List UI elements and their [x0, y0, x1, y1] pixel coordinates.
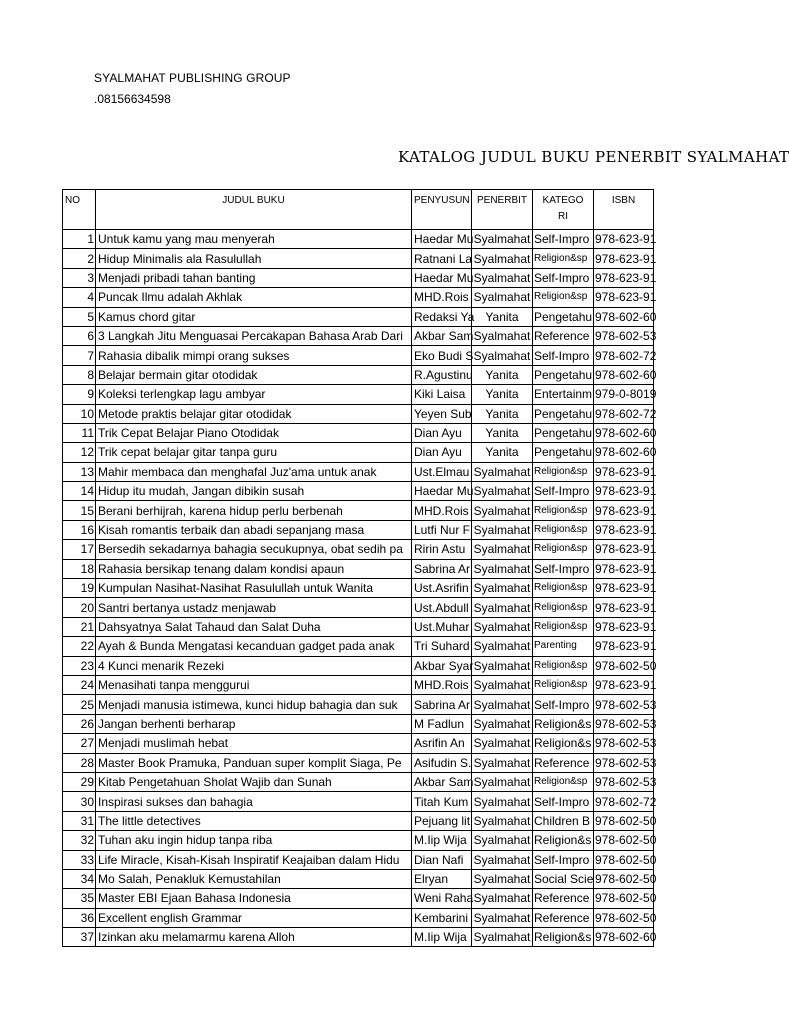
column-header-penyusun: PENYUSUN: [412, 190, 472, 230]
cell-isbn: 978-623-91: [594, 288, 654, 307]
table-row: [63, 889, 654, 908]
cell-penerbit: Syalmahat: [472, 617, 533, 636]
cell-penyusun: MHD.Rois: [412, 288, 472, 307]
cell-kategori: Self-Impro: [533, 482, 594, 501]
cell-penyusun: Akbar Sam: [412, 772, 472, 791]
cell-kategori: Pengetahu: [533, 365, 594, 384]
cell-isbn: 978-602-50: [594, 656, 654, 675]
cell-kategori: Children B: [533, 811, 594, 830]
cell-isbn: 978-623-91: [594, 249, 654, 268]
cell-no: 5: [63, 307, 96, 326]
cell-isbn: 978-602-53: [594, 714, 654, 733]
cell-penerbit: Yanita: [472, 307, 533, 326]
table-row: [63, 617, 654, 636]
cell-no: 7: [63, 346, 96, 365]
cell-judul: 3 Langkah Jitu Menguasai Percakapan Bahasa Arab Dari: [96, 326, 412, 345]
cell-penyusun: Ratnani La: [412, 249, 472, 268]
table-row: [63, 579, 654, 598]
cell-penyusun: Ririn Astu: [412, 540, 472, 559]
column-header-judul: JUDUL BUKU: [96, 190, 412, 230]
cell-isbn: 978-602-50: [594, 869, 654, 888]
cell-kategori: Religion&s: [533, 928, 594, 947]
cell-isbn: 978-602-53: [594, 734, 654, 753]
cell-judul: Koleksi terlengkap lagu ambyar: [96, 385, 412, 404]
cell-judul: Menjadi manusia istimewa, kunci hidup bahagia dan suk: [96, 695, 412, 714]
cell-kategori: Self-Impro: [533, 850, 594, 869]
cell-penyusun: Ust.Muhar: [412, 617, 472, 636]
cell-penerbit: Syalmahat: [472, 520, 533, 539]
cell-judul: Untuk kamu yang mau menyerah: [96, 230, 412, 249]
cell-isbn: 978-602-72: [594, 792, 654, 811]
cell-judul: Menasihati tanpa menggurui: [96, 675, 412, 694]
cell-no: 15: [63, 501, 96, 520]
cell-isbn: 978-623-91: [594, 559, 654, 578]
cell-no: 29: [63, 772, 96, 791]
cell-penerbit: Syalmahat: [472, 753, 533, 772]
cell-penyusun: Ust.Abdull: [412, 598, 472, 617]
cell-penerbit: Syalmahat: [472, 811, 533, 830]
catalog-title: KATALOG JUDUL BUKU PENERBIT SYALMAHAT: [398, 148, 789, 166]
cell-isbn: 978-623-91: [594, 540, 654, 559]
cell-penerbit: Yanita: [472, 423, 533, 442]
cell-judul: Hidup Minimalis ala Rasulullah: [96, 249, 412, 268]
cell-judul: Puncak Ilmu adalah Akhlak: [96, 288, 412, 307]
cell-kategori: Religion&sp: [533, 579, 594, 598]
cell-judul: Life Miracle, Kisah-Kisah Inspiratif Keajaiban dalam Hidu: [96, 850, 412, 869]
cell-kategori: Religion&sp: [533, 501, 594, 520]
cell-kategori: Self-Impro: [533, 346, 594, 365]
table-row: [63, 326, 654, 345]
cell-penyusun: Haedar Mu: [412, 268, 472, 287]
cell-isbn: 978-623-91: [594, 520, 654, 539]
table-row: [63, 869, 654, 888]
cell-penerbit: Syalmahat: [472, 850, 533, 869]
cell-penyusun: Haedar Mu: [412, 482, 472, 501]
cell-penerbit: Syalmahat: [472, 598, 533, 617]
cell-isbn: 978-602-60: [594, 443, 654, 462]
cell-isbn: 978-602-72: [594, 404, 654, 423]
cell-kategori: Religion&s: [533, 714, 594, 733]
cell-penerbit: Yanita: [472, 404, 533, 423]
cell-penerbit: Syalmahat: [472, 869, 533, 888]
cell-isbn: 978-623-91: [594, 598, 654, 617]
column-header-kategori-line2: RI: [558, 211, 568, 222]
cell-penyusun: Dian Ayu: [412, 423, 472, 442]
cell-isbn: 978-623-91: [594, 637, 654, 656]
cell-penyusun: Lutfi Nur F: [412, 520, 472, 539]
cell-no: 3: [63, 268, 96, 287]
cell-penyusun: Ust.Elmau: [412, 462, 472, 481]
cell-judul: Trik cepat belajar gitar tanpa guru: [96, 443, 412, 462]
cell-isbn: 978-602-50: [594, 831, 654, 850]
company-name: SYALMAHAT PUBLISHING GROUP: [94, 71, 291, 85]
column-header-kategori: [533, 190, 594, 230]
cell-kategori: Self-Impro: [533, 268, 594, 287]
cell-judul: Berani berhijrah, karena hidup perlu berbenah: [96, 501, 412, 520]
cell-penerbit: Syalmahat: [472, 734, 533, 753]
cell-isbn: 978-602-60: [594, 423, 654, 442]
table-row: [63, 443, 654, 462]
cell-isbn: 978-602-60: [594, 365, 654, 384]
cell-no: 24: [63, 675, 96, 694]
cell-penyusun: Dian Nafi: [412, 850, 472, 869]
cell-judul: Kisah romantis terbaik dan abadi sepanjang masa: [96, 520, 412, 539]
cell-no: 13: [63, 462, 96, 481]
table-row: [63, 404, 654, 423]
cell-no: 36: [63, 908, 96, 927]
cell-penyusun: Weni Raha: [412, 889, 472, 908]
cell-judul: Kitab Pengetahuan Sholat Wajib dan Sunah: [96, 772, 412, 791]
cell-penerbit: Syalmahat: [472, 579, 533, 598]
cell-judul: Santri bertanya ustadz menjawab: [96, 598, 412, 617]
cell-isbn: 978-602-50: [594, 889, 654, 908]
table-row: [63, 462, 654, 481]
table-row: [63, 753, 654, 772]
cell-kategori: Reference: [533, 908, 594, 927]
cell-penerbit: Syalmahat: [472, 714, 533, 733]
cell-penyusun: R.Agustinu: [412, 365, 472, 384]
cell-penyusun: Eko Budi S: [412, 346, 472, 365]
cell-penyusun: Sabrina Ar: [412, 695, 472, 714]
cell-penyusun: M.Iip Wija: [412, 831, 472, 850]
cell-penerbit: Syalmahat: [472, 268, 533, 287]
cell-kategori: Religion&sp: [533, 288, 594, 307]
cell-isbn: 978-623-91: [594, 482, 654, 501]
cell-no: 17: [63, 540, 96, 559]
cell-judul: Inspirasi sukses dan bahagia: [96, 792, 412, 811]
cell-penerbit: Syalmahat: [472, 559, 533, 578]
cell-kategori: Religion&s: [533, 734, 594, 753]
cell-penerbit: Syalmahat: [472, 501, 533, 520]
cell-isbn: 978-602-53: [594, 753, 654, 772]
cell-judul: Mo Salah, Penakluk Kemustahilan: [96, 869, 412, 888]
cell-kategori: Reference: [533, 326, 594, 345]
cell-judul: Menjadi pribadi tahan banting: [96, 268, 412, 287]
cell-kategori: Reference: [533, 753, 594, 772]
cell-judul: Hidup itu mudah, Jangan dibikin susah: [96, 482, 412, 501]
cell-penyusun: Akbar Sam: [412, 326, 472, 345]
cell-kategori: Religion&sp: [533, 598, 594, 617]
table-row: [63, 811, 654, 830]
cell-no: 4: [63, 288, 96, 307]
cell-penerbit: Syalmahat: [472, 462, 533, 481]
cell-no: 21: [63, 617, 96, 636]
cell-judul: Bersedih sekadarnya bahagia secukupnya, obat sedih pa: [96, 540, 412, 559]
cell-penerbit: Yanita: [472, 385, 533, 404]
cell-penyusun: Tri Suhard: [412, 637, 472, 656]
cell-no: 1: [63, 230, 96, 249]
cell-isbn: 978-602-72: [594, 346, 654, 365]
cell-penerbit: Syalmahat: [472, 675, 533, 694]
cell-no: 28: [63, 753, 96, 772]
cell-judul: Kamus chord gitar: [96, 307, 412, 326]
cell-no: 8: [63, 365, 96, 384]
cell-judul: Menjadi muslimah hebat: [96, 734, 412, 753]
phone-number: .08156634598: [94, 92, 171, 106]
cell-penyusun: Pejuang lit: [412, 811, 472, 830]
table-row: [63, 850, 654, 869]
cell-judul: Rahasia bersikap tenang dalam kondisi apaun: [96, 559, 412, 578]
column-header-isbn: ISBN: [594, 190, 654, 230]
table-row: [63, 598, 654, 617]
cell-penerbit: Yanita: [472, 443, 533, 462]
cell-isbn: 978-602-53: [594, 695, 654, 714]
cell-isbn: 979-0-8019: [594, 385, 654, 404]
table-row: [63, 831, 654, 850]
table-row: [63, 675, 654, 694]
cell-no: 11: [63, 423, 96, 442]
table-row: [63, 423, 654, 442]
cell-no: 37: [63, 928, 96, 947]
table-row: [63, 908, 654, 927]
cell-kategori: Religion&sp: [533, 520, 594, 539]
cell-penyusun: Asifudin S.: [412, 753, 472, 772]
cell-kategori: Self-Impro: [533, 559, 594, 578]
cell-isbn: 978-602-60: [594, 307, 654, 326]
cell-isbn: 978-602-53: [594, 326, 654, 345]
cell-no: 6: [63, 326, 96, 345]
cell-penyusun: MHD.Rois: [412, 501, 472, 520]
cell-penyusun: Kembarini: [412, 908, 472, 927]
cell-judul: Kumpulan Nasihat-Nasihat Rasulullah untuk Wanita: [96, 579, 412, 598]
table-row: [63, 695, 654, 714]
cell-isbn: 978-602-60: [594, 928, 654, 947]
cell-penyusun: Titah Kum: [412, 792, 472, 811]
cell-isbn: 978-623-91: [594, 579, 654, 598]
cell-no: 18: [63, 559, 96, 578]
cell-penyusun: M Fadlun: [412, 714, 472, 733]
cell-no: 19: [63, 579, 96, 598]
cell-judul: Excellent english Grammar: [96, 908, 412, 927]
cell-penyusun: M.Iip Wija: [412, 928, 472, 947]
cell-no: 25: [63, 695, 96, 714]
cell-penerbit: Syalmahat: [472, 928, 533, 947]
cell-penerbit: Syalmahat: [472, 249, 533, 268]
table-row: [63, 249, 654, 268]
cell-no: 26: [63, 714, 96, 733]
table-row: [63, 268, 654, 287]
cell-isbn: 978-623-91: [594, 501, 654, 520]
cell-isbn: 978-623-91: [594, 675, 654, 694]
cell-judul: Izinkan aku melamarmu karena Alloh: [96, 928, 412, 947]
cell-penerbit: Syalmahat: [472, 637, 533, 656]
cell-no: 12: [63, 443, 96, 462]
cell-penerbit: Syalmahat: [472, 908, 533, 927]
cell-penyusun: Kiki Laisa: [412, 385, 472, 404]
cell-kategori: Religion&s: [533, 831, 594, 850]
catalog-table: [62, 189, 657, 947]
table-row: [63, 288, 654, 307]
cell-penerbit: Syalmahat: [472, 831, 533, 850]
table-header-row: [63, 190, 654, 230]
cell-penyusun: MHD.Rois: [412, 675, 472, 694]
cell-penyusun: Akbar Syar: [412, 656, 472, 675]
cell-kategori: Pengetahu: [533, 423, 594, 442]
column-header-penerbit: PENERBIT: [472, 190, 533, 230]
cell-judul: 4 Kunci menarik Rezeki: [96, 656, 412, 675]
table-row: [63, 307, 654, 326]
table-row: [63, 637, 654, 656]
cell-no: 14: [63, 482, 96, 501]
column-header-no: NO: [63, 190, 96, 230]
table-row: [63, 734, 654, 753]
cell-isbn: 978-602-50: [594, 811, 654, 830]
table-row: [63, 928, 654, 947]
cell-kategori: Pengetahu: [533, 404, 594, 423]
cell-penerbit: Syalmahat: [472, 540, 533, 559]
cell-kategori: Self-Impro: [533, 230, 594, 249]
cell-no: 32: [63, 831, 96, 850]
cell-penyusun: Haedar Mu: [412, 230, 472, 249]
cell-kategori: Religion&sp: [533, 617, 594, 636]
cell-kategori: Self-Impro: [533, 695, 594, 714]
cell-no: 20: [63, 598, 96, 617]
cell-penerbit: Syalmahat: [472, 346, 533, 365]
cell-isbn: 978-623-91: [594, 617, 654, 636]
cell-kategori: Religion&sp: [533, 249, 594, 268]
cell-isbn: 978-602-50: [594, 908, 654, 927]
cell-kategori: Parenting: [533, 637, 594, 656]
cell-penerbit: Syalmahat: [472, 230, 533, 249]
cell-no: 33: [63, 850, 96, 869]
cell-penerbit: Syalmahat: [472, 288, 533, 307]
cell-kategori: Pengetahu: [533, 443, 594, 462]
table-row: [63, 501, 654, 520]
cell-kategori: Self-Impro: [533, 792, 594, 811]
cell-no: 31: [63, 811, 96, 830]
cell-isbn: 978-623-91: [594, 230, 654, 249]
table-row: [63, 540, 654, 559]
cell-penyusun: Redaksi Ya: [412, 307, 472, 326]
cell-penerbit: Yanita: [472, 365, 533, 384]
cell-isbn: 978-623-91: [594, 462, 654, 481]
cell-kategori: Reference: [533, 889, 594, 908]
cell-penyusun: Elryan: [412, 869, 472, 888]
cell-judul: Jangan berhenti berharap: [96, 714, 412, 733]
cell-judul: Master Book Pramuka, Panduan super komplit Siaga, Pe: [96, 753, 412, 772]
cell-penerbit: Syalmahat: [472, 326, 533, 345]
cell-penerbit: Syalmahat: [472, 792, 533, 811]
table-row: [63, 385, 654, 404]
table-row: [63, 365, 654, 384]
cell-judul: Dahsyatnya Salat Tahaud dan Salat Duha: [96, 617, 412, 636]
cell-kategori: Religion&sp: [533, 772, 594, 791]
cell-no: 35: [63, 889, 96, 908]
cell-judul: The little detectives: [96, 811, 412, 830]
cell-kategori: Religion&sp: [533, 540, 594, 559]
table-row: [63, 346, 654, 365]
table-body: [63, 230, 657, 947]
cell-no: 27: [63, 734, 96, 753]
cell-no: 16: [63, 520, 96, 539]
cell-no: 22: [63, 637, 96, 656]
table-row: [63, 520, 654, 539]
cell-no: 34: [63, 869, 96, 888]
cell-no: 9: [63, 385, 96, 404]
table-row: [63, 714, 654, 733]
cell-no: 2: [63, 249, 96, 268]
cell-penerbit: Syalmahat: [472, 889, 533, 908]
cell-judul: Trik Cepat Belajar Piano Otodidak: [96, 423, 412, 442]
cell-penyusun: Asrifin An: [412, 734, 472, 753]
column-header-kategori-line1: KATEGO: [542, 195, 584, 206]
cell-judul: Metode praktis belajar gitar otodidak: [96, 404, 412, 423]
cell-judul: Rahasia dibalik mimpi orang sukses: [96, 346, 412, 365]
cell-kategori: Social Scie: [533, 869, 594, 888]
cell-penerbit: Syalmahat: [472, 695, 533, 714]
table-row: [63, 230, 654, 249]
cell-kategori: Entertainm: [533, 385, 594, 404]
cell-kategori: Pengetahu: [533, 307, 594, 326]
cell-penerbit: Syalmahat: [472, 482, 533, 501]
cell-judul: Master EBI Ejaan Bahasa Indonesia: [96, 889, 412, 908]
cell-isbn: 978-602-53: [594, 772, 654, 791]
cell-judul: Ayah & Bunda Mengatasi kecanduan gadget pada anak: [96, 637, 412, 656]
cell-no: 23: [63, 656, 96, 675]
table-row: [63, 559, 654, 578]
catalog-table-container: [62, 189, 657, 947]
cell-penerbit: Syalmahat: [472, 772, 533, 791]
cell-kategori: Religion&sp: [533, 656, 594, 675]
cell-penyusun: Ust.Asrifin: [412, 579, 472, 598]
cell-kategori: Religion&sp: [533, 462, 594, 481]
cell-no: 10: [63, 404, 96, 423]
cell-penyusun: Dian Ayu: [412, 443, 472, 462]
table-row: [63, 482, 654, 501]
table-row: [63, 792, 654, 811]
cell-penyusun: Sabrina Ar: [412, 559, 472, 578]
cell-kategori: Religion&sp: [533, 675, 594, 694]
cell-isbn: 978-623-91: [594, 268, 654, 287]
cell-isbn: 978-602-50: [594, 850, 654, 869]
cell-penyusun: Yeyen Sub: [412, 404, 472, 423]
cell-no: 30: [63, 792, 96, 811]
table-row: [63, 772, 654, 791]
cell-judul: Tuhan aku ingin hidup tanpa riba: [96, 831, 412, 850]
cell-judul: Belajar bermain gitar otodidak: [96, 365, 412, 384]
cell-penerbit: Syalmahat: [472, 656, 533, 675]
cell-judul: Mahir membaca dan menghafal Juz'ama untuk anak: [96, 462, 412, 481]
table-row: [63, 656, 654, 675]
